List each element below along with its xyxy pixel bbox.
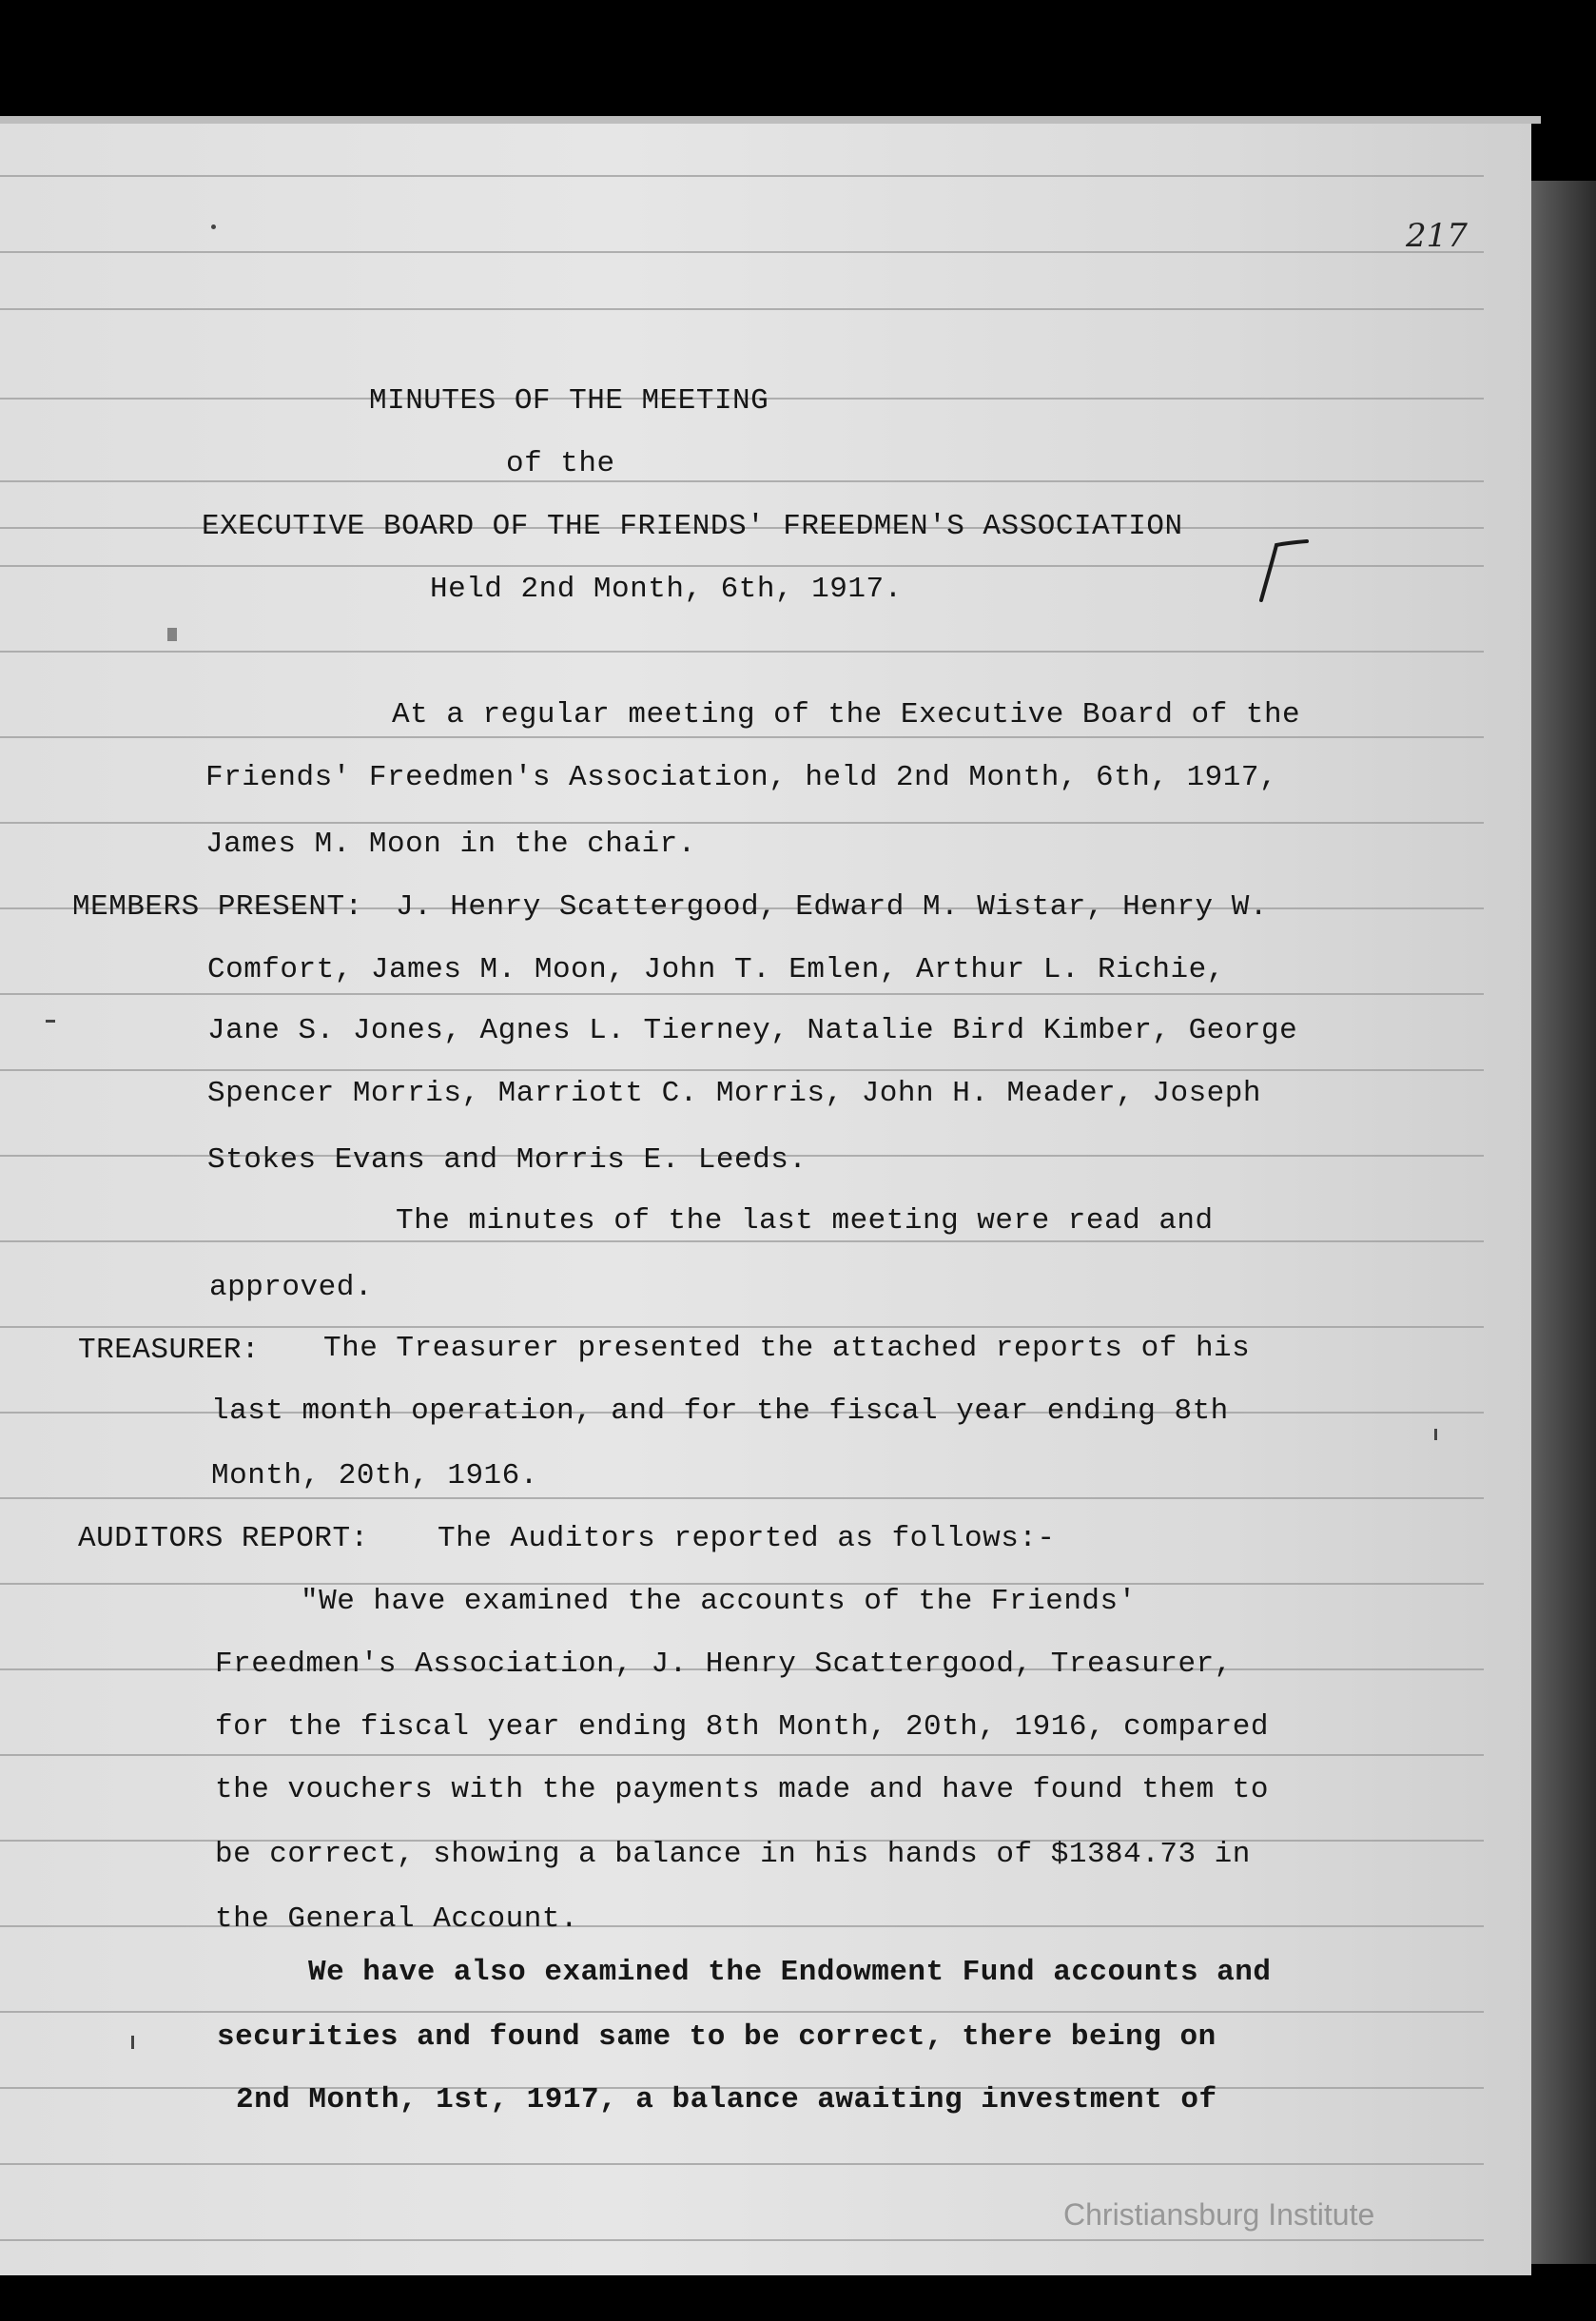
members-line-2: Comfort, James M. Moon, John T. Emlen, Arthur L. Richie, <box>207 953 1225 986</box>
auditors-line-7: We have also examined the Endowment Fund accounts and <box>308 1956 1272 1989</box>
auditors-line-4: the vouchers with the payments made and have found them to <box>215 1773 1269 1806</box>
auditors-line-5: be correct, showing a balance in his hands of $1384.73 in <box>215 1838 1251 1871</box>
title-line-1: MINUTES OF THE MEETING <box>369 384 769 418</box>
title-line-3: EXECUTIVE BOARD OF THE FRIENDS' FREEDMEN'S ASSOCIATION <box>202 510 1183 543</box>
ink-speck <box>46 1020 55 1023</box>
auditors-line-1: "We have examined the accounts of the Friends' <box>301 1585 1137 1618</box>
auditors-line-3: for the fiscal year ending 8th Month, 20th, 1916, compared <box>215 1710 1269 1744</box>
rule-line <box>0 2011 1484 2013</box>
auditors-line-2: Freedmen's Association, J. Henry Scattergood, Treasurer, <box>215 1648 1233 1681</box>
document-page <box>0 116 1531 2275</box>
page-number: 217 <box>1406 217 1468 255</box>
ink-speck <box>167 628 177 641</box>
auditors-report-label: AUDITORS REPORT: <box>78 1522 369 1555</box>
rule-line <box>0 1326 1484 1328</box>
members-present-label: MEMBERS PRESENT: <box>72 890 363 924</box>
rule-line <box>0 308 1484 310</box>
members-line-3: Jane S. Jones, Agnes L. Tierney, Natalie Bird Kimber, George <box>207 1014 1298 1047</box>
rule-line <box>0 1497 1484 1499</box>
rule-line <box>0 993 1484 995</box>
auditors-line-6: the General Account. <box>215 1902 579 1936</box>
treasurer-label: TREASURER: <box>78 1334 261 1367</box>
treasurer-line-1: The Treasurer presented the attached reports of his <box>323 1332 1251 1365</box>
rule-line <box>0 1069 1484 1071</box>
rule-line <box>0 736 1484 738</box>
auditors-report-intro: The Auditors reported as follows:- <box>438 1522 1056 1555</box>
treasurer-line-2: last month operation, and for the fiscal year ending 8th <box>211 1395 1229 1428</box>
title-line-4: Held 2nd Month, 6th, 1917. <box>430 573 903 606</box>
rule-line <box>0 822 1484 824</box>
ink-speck <box>1434 1429 1437 1440</box>
auditors-line-9: 2nd Month, 1st, 1917, a balance awaiting investment of <box>236 2083 1217 2116</box>
opening-line-3: James M. Moon in the chair. <box>205 828 696 861</box>
minutes-approved-line-2: approved. <box>209 1271 373 1304</box>
minutes-approved-line-1: The minutes of the last meeting were read and <box>396 1204 1214 1238</box>
members-line-5: Stokes Evans and Morris E. Leeds. <box>207 1143 808 1177</box>
ink-speck <box>131 2036 134 2049</box>
rule-line <box>0 480 1484 482</box>
watermark: Christiansburg Institute <box>1063 2197 1375 2232</box>
rule-line <box>0 651 1484 653</box>
opening-line-2: Friends' Freedmen's Association, held 2nd Month, 6th, 1917, <box>205 761 1278 794</box>
rule-line <box>0 251 1484 253</box>
treasurer-line-3: Month, 20th, 1916. <box>211 1459 538 1492</box>
ink-speck <box>211 224 216 229</box>
rule-line <box>0 1240 1484 1242</box>
rule-line <box>0 175 1484 177</box>
members-line-4: Spencer Morris, Marriott C. Morris, John H. Meader, Joseph <box>207 1077 1261 1110</box>
rule-line <box>0 1754 1484 1756</box>
rule-line <box>0 2163 1484 2165</box>
rule-line <box>0 2239 1484 2241</box>
page-top-edge <box>0 116 1541 124</box>
pen-check-mark-icon <box>1254 537 1311 604</box>
opening-line-1: At a regular meeting of the Executive Board of the <box>392 698 1301 731</box>
auditors-line-8: securities and found same to be correct, there being on <box>217 2020 1216 2054</box>
members-line-1: J. Henry Scattergood, Edward M. Wistar, Henry W. <box>396 890 1268 924</box>
title-line-2: of the <box>506 447 615 480</box>
